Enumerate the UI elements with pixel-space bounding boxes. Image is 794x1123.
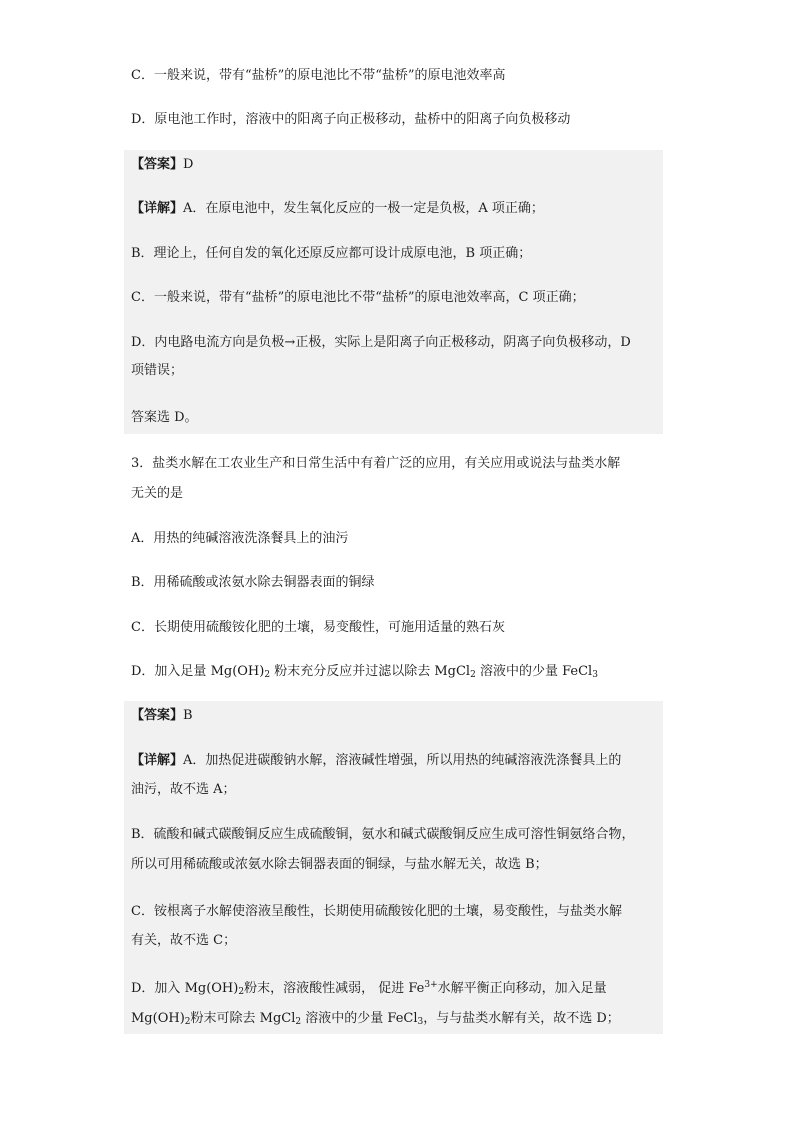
text: 溶液中的少量 bbox=[301, 1011, 388, 1026]
text: ，与与盐类水解有关，故不选 D； bbox=[423, 1011, 620, 1026]
q3-stem-line1: 3．盐类水解在工农业生产和日常生活中有着广泛的应用，有关应用或说法与盐类水解 bbox=[131, 456, 621, 471]
text: D．加入足量 bbox=[131, 664, 211, 679]
explain-text: A．在原电池中，发生氧化反应的一极一定是负极，A 项正确； bbox=[183, 201, 544, 216]
formula-mgcl2: MgCl$_2$ bbox=[259, 1011, 302, 1027]
answer-label: 【答案】 bbox=[131, 708, 184, 723]
explain-label: 【详解】 bbox=[131, 201, 184, 216]
formula-mgoh2: $Mg(OH)_2$ bbox=[131, 1011, 191, 1027]
answer-label: 【答案】 bbox=[131, 157, 184, 172]
q3-option-a: A．用热的纯碱溶液洗涤餐具上的油污 bbox=[131, 531, 349, 546]
q3-answer bbox=[131, 706, 662, 726]
q2-explain-d-line2: 项错误； bbox=[131, 363, 184, 378]
answer-value: D bbox=[183, 157, 194, 172]
q2-option-c: C．一般来说，带有“盐桥”的原电池比不带“盐桥”的原电池效率高 bbox=[131, 68, 506, 83]
q3-option-d bbox=[131, 662, 662, 682]
text: D．加入 bbox=[131, 981, 185, 996]
formula-mgoh2: $Mg(OH)_2$ bbox=[184, 981, 245, 997]
text: 粉末可除去 bbox=[190, 1011, 260, 1026]
ion-fe3: $Fe^{3+}$ bbox=[408, 980, 438, 996]
q2-answer bbox=[131, 155, 662, 175]
q3-explain-b-line1: B．硫酸和碱式碳酸铜反应生成硫酸铜，氨水和碱式碳酸铜反应生成可溶性铜氨络合物， bbox=[131, 827, 635, 842]
q2-conclusion: 答案选 D。 bbox=[131, 410, 198, 425]
q2-explain-d-line1: D．内电路电流方向是负极→正极，实际上是阳离子向正极移动，阴离子向负极移动，D bbox=[131, 335, 631, 350]
q3-explain-d-line1 bbox=[131, 979, 662, 999]
q3-explain-a-line1 bbox=[131, 751, 662, 771]
text: 粉末充分反应并过滤以除去 bbox=[270, 664, 435, 679]
formula-mgcl2: MgCl$_2$ bbox=[434, 664, 476, 680]
q3-explain-d-line2 bbox=[131, 1009, 662, 1029]
q3-explain-c-line2: 有关，故不选 C； bbox=[131, 933, 237, 948]
q3-option-c: C．长期使用硫酸铵化肥的土壤，易变酸性，可施用适量的熟石灰 bbox=[131, 620, 505, 635]
answer-value: B bbox=[183, 708, 193, 723]
text: 粉末，溶液酸性减弱， 促进 bbox=[244, 981, 409, 996]
formula-fecl3: FeCl$_3$ bbox=[387, 1011, 424, 1027]
formula-mgoh2: $Mg(OH)_2$ bbox=[210, 664, 271, 680]
formula-fecl3: FeCl$_3$ bbox=[562, 664, 598, 680]
q3-explain-b-line2: 所以可用稀硫酸或浓氨水除去铜器表面的铜绿，与盐水解无关，故选 B； bbox=[131, 857, 548, 872]
q3-option-b: B．用稀硫酸或浓氨水除去铜器表面的铜绿 bbox=[131, 575, 375, 590]
text: 溶液中的少量 bbox=[475, 664, 563, 679]
q2-option-d: D．原电池工作时，溶液中的阳离子向正极移动，盐桥中的阳离子向负极移动 bbox=[131, 112, 571, 127]
text: 水解平衡正向移动，加入足量 bbox=[437, 981, 607, 996]
explain-text: A．加热促进碳酸钠水解，溶液碱性增强，所以用热的纯碱溶液洗涤餐具上的 bbox=[183, 753, 622, 768]
q2-explain-b: B．理论上，任何自发的氧化还原反应都可设计成原电池，B 项正确； bbox=[131, 246, 532, 261]
explain-label: 【详解】 bbox=[131, 753, 184, 768]
q3-explain-a-line2: 油污，故不选 A； bbox=[131, 782, 236, 797]
q2-explain-a bbox=[131, 199, 662, 219]
q3-explain-c-line1: C．铵根离子水解使溶液呈酸性，长期使用硫酸铵化肥的土壤，易变酸性，与盐类水解 bbox=[131, 904, 622, 919]
q2-explain-c: C．一般来说，带有“盐桥”的原电池比不带“盐桥”的原电池效率高，C 项正确； bbox=[131, 290, 585, 305]
q3-stem-line2: 无关的是 bbox=[131, 486, 184, 501]
